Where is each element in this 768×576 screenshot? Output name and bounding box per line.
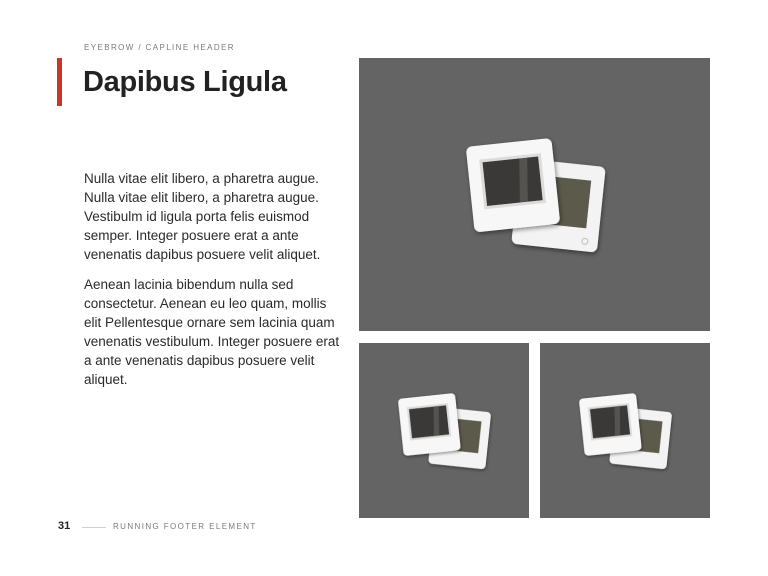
eyebrow-header: EYEBROW / CAPLINE HEADER — [84, 43, 235, 52]
body-paragraph-1: Nulla vitae elit libero, a pharetra augue. Nulla vitae elit libero, a pharetra augue. Vestibulm id ligula porta felis euismod semper. Integer posuere erat a ante venenatis dapibus posuere velit aliquet. — [84, 171, 321, 262]
footer-divider — [82, 527, 106, 528]
photo-slides-icon — [575, 387, 675, 475]
photo-slides-icon — [460, 130, 610, 260]
image-placeholder-small-left — [359, 343, 529, 518]
photo-slides-icon — [394, 387, 494, 475]
page-title: Dapibus Ligula — [83, 66, 287, 98]
body-paragraph-2: Aenean lacinia bibendum nulla sed consectetur. Aenean eu leo quam, mollis elit Pellentesque ornare sem lacinia quam venenatis vestibulum. Integer posuere erat a ante venenatis dapibus posuere velit aliquet. — [84, 277, 340, 387]
image-placeholder-large — [359, 58, 710, 331]
title-accent-bar — [57, 58, 62, 106]
body-text — [84, 169, 346, 400]
image-placeholder-small-right — [540, 343, 710, 518]
page-number: 31 — [58, 520, 71, 532]
running-footer: RUNNING FOOTER ELEMENT — [113, 522, 257, 531]
